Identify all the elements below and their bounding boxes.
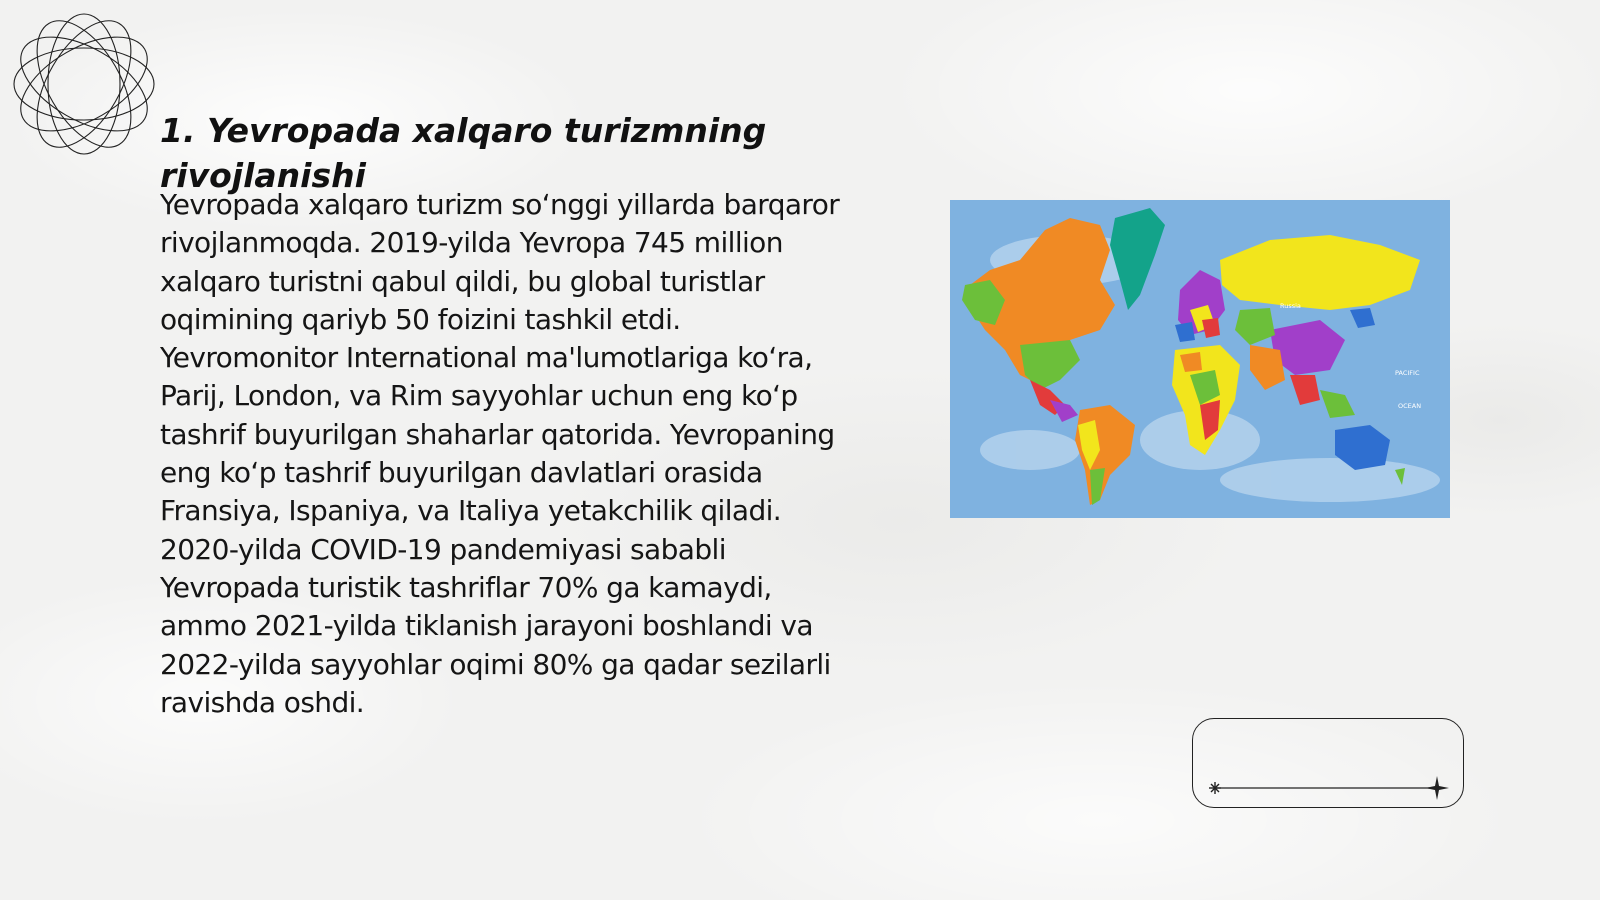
four-point-star-icon — [1425, 776, 1449, 800]
slide-body-text: Yevropada xalqaro turizm soʻnggi yillarda barqaror rivojlanmoqda. 2019-yilda Yevropa 745 million xalqaro turistni qabul qildi, bu global turistlar oqimining qariyb 50 foizini tashkil etdi. Yevromonitor International ma'lumotlariga koʻra, Parij, London, va Rim sayyohlar uchun eng koʻp tashrif buyurilgan shaharlar qatorida. Yevropaning eng koʻp tashrif buyurilgan davlatlari orasida Fransiya, Ispaniya, va Italiya yetakchilik qiladi. 2020-yilda COVID-19 pandemiyasi sababli Yevropada turistik tashriflar 70% ga kamaydi, ammo 2021-yilda tiklanish jarayoni boshlandi va 2022-yilda sayyohlar oqimi 80% ga qadar sezilarli ravishda oshdi. — [160, 188, 840, 719]
map-label-ocean: OCEAN — [1398, 402, 1422, 410]
world-map-image — [950, 200, 1450, 518]
map-label-pacific: PACIFIC — [1395, 369, 1420, 377]
decorative-pill-frame — [1192, 718, 1464, 808]
map-label-russia: Russia — [1280, 302, 1301, 310]
orbit-rings-icon — [10, 10, 158, 158]
sparkle-icon — [1209, 782, 1221, 794]
slide-title: 1. Yevropada xalqaro turizmning rivojlanishi — [160, 111, 767, 195]
